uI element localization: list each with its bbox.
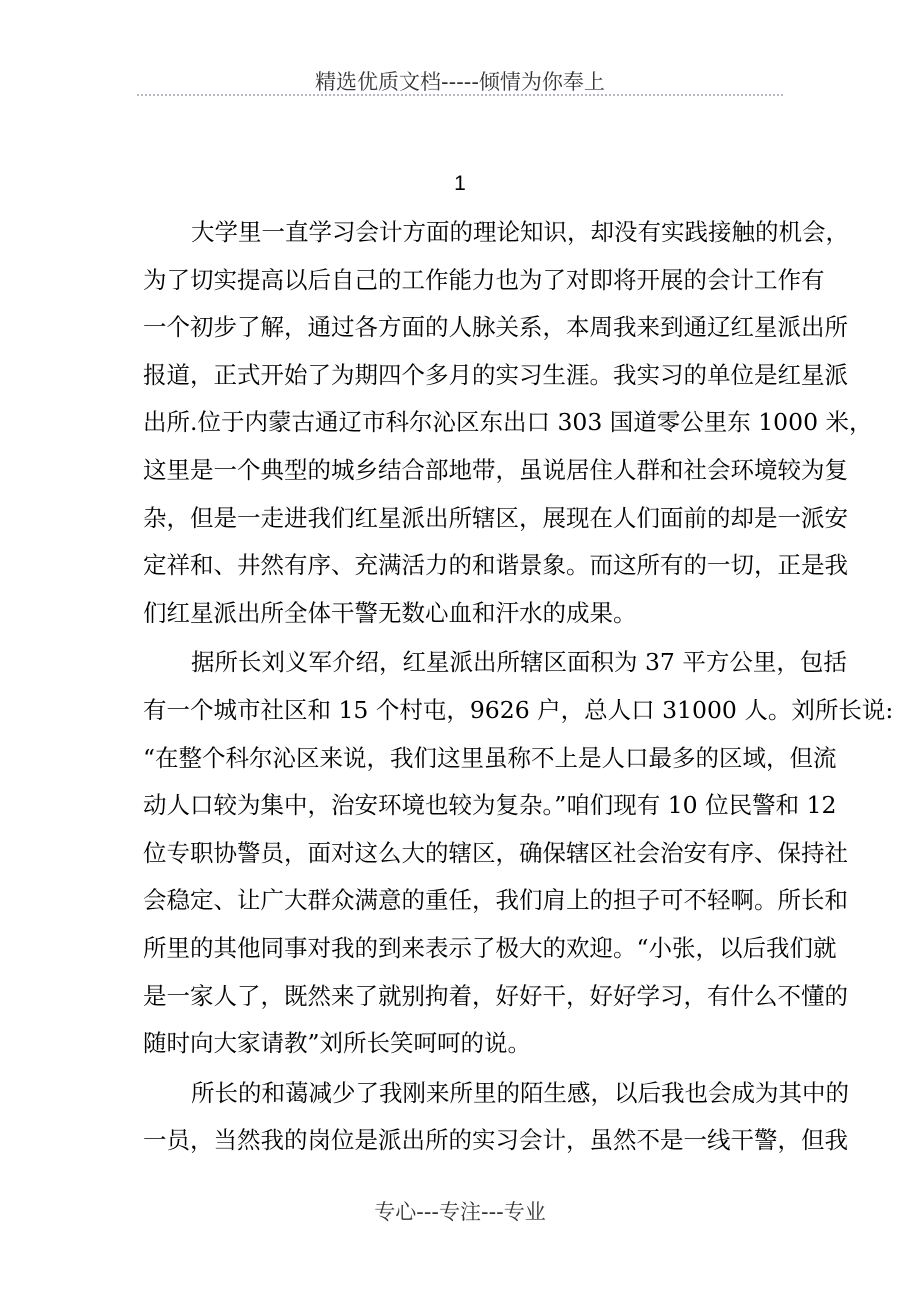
- text-line: 是一家人了，既然来了就别拘着，好好干，好好学习，有什么不懂的: [143, 981, 848, 1010]
- text-line: 随时向大家请教”刘所长笑呵呵的说。: [143, 1029, 532, 1058]
- text-line: 为了切实提高以后自己的工作能力也为了对即将开展的会计工作有: [143, 265, 825, 294]
- page-footer: 专心---专注---专业: [374, 1200, 546, 1224]
- text-line: 一员，当然我的岗位是派出所的实习会计，虽然不是一线干警，但我: [143, 1126, 848, 1155]
- text-line: 一个初步了解，通过各方面的人脉关系，本周我来到通辽红星派出所: [143, 313, 848, 342]
- page-header: 精选优质文档-----倾情为你奉上: [315, 70, 605, 94]
- text-line: 所长的和蔼减少了我刚来所里的陌生感，以后我也会成为其中的: [191, 1078, 849, 1107]
- text-line: 定祥和、井然有序、充满活力的和谐景象。而这所有的一切，正是我: [143, 551, 848, 580]
- text-line: 杂，但是一走进我们红星派出所辖区，展现在人们面前的却是一派安: [143, 503, 848, 532]
- text-line: “在整个科尔沁区来说，我们这里虽称不上是人口最多的区域，但流: [143, 743, 837, 772]
- text-line: 位专职协警员，面对这么大的辖区，确保辖区社会治安有序、保持社: [143, 838, 848, 867]
- text-line: 出所.位于内蒙古通辽市科尔沁区东出口 303 国道零公里东 1000 米，: [143, 408, 873, 437]
- document-body: [143, 216, 894, 1172]
- paragraph: [143, 1077, 849, 1172]
- text-line: 大学里一直学习会计方面的理论知识，却没有实践接触的机会，: [191, 218, 849, 246]
- header-divider: [137, 94, 783, 96]
- text-line: 动人口较为集中，治安环境也较为复杂。”咱们现有 10 位民警和 12: [143, 791, 837, 820]
- paragraph: [143, 646, 894, 1074]
- page-number: 1: [454, 172, 466, 195]
- text-line: 所里的其他同事对我的到来表示了极大的欢迎。“小张，以后我们就: [143, 933, 837, 962]
- text-line: 这里是一个典型的城乡结合部地带，虽说居住人群和社会环境较为复: [143, 455, 848, 484]
- text-line: 们红星派出所全体干警无数心血和汗水的成果。: [143, 598, 637, 627]
- paragraph: [143, 216, 873, 644]
- text-line: 报道，正式开始了为期四个多月的实习生涯。我实习的单位是红星派: [143, 360, 848, 389]
- text-line: 有一个城市社区和 15 个村屯，9626 户，总人口 31000 人。刘所长说:: [143, 695, 894, 724]
- text-line: 会稳定、让广大群众满意的重任，我们肩上的担子可不轻啊。所长和: [143, 886, 848, 915]
- text-line: 据所长刘义军介绍，红星派出所辖区面积为 37 平方公里，包括: [191, 648, 847, 677]
